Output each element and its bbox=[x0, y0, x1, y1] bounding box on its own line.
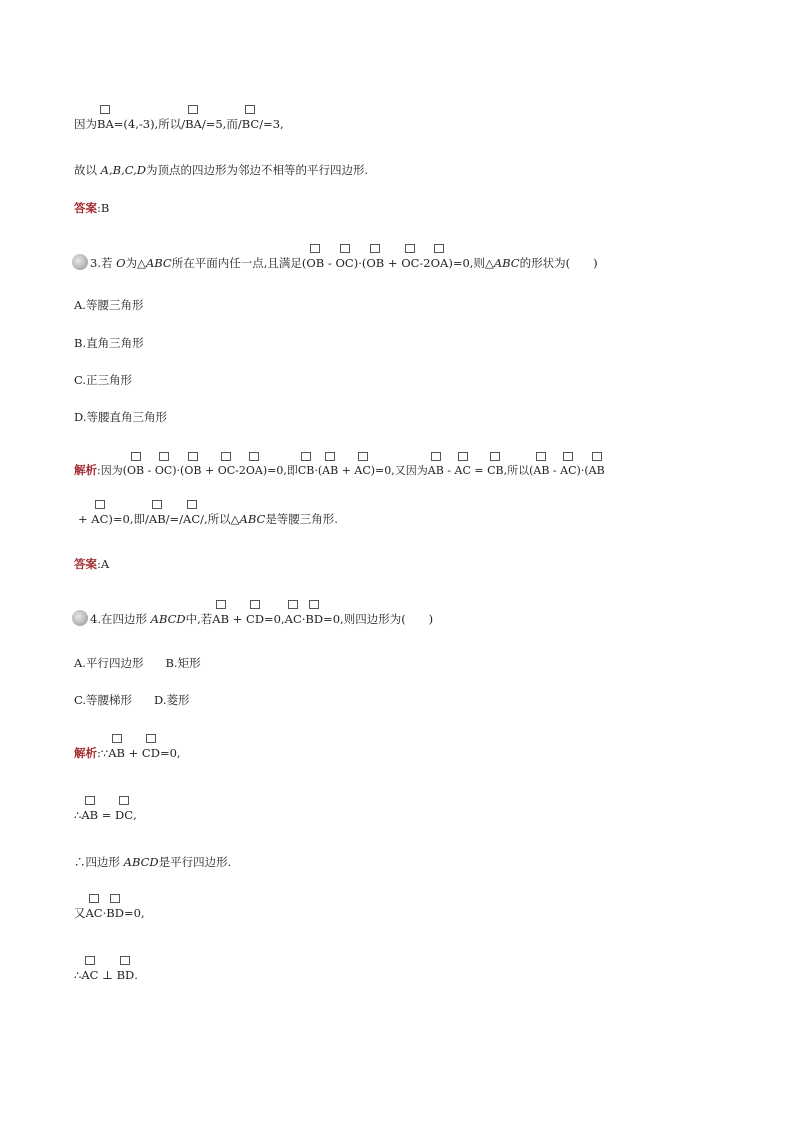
vector-text: AB bbox=[212, 612, 230, 626]
q4-options-row-1 bbox=[74, 656, 201, 670]
text-span: 又 bbox=[74, 906, 86, 920]
text-span: 为顶点的四边形为邻边不相等的平行四边形. bbox=[146, 163, 369, 177]
vector-text: OC bbox=[217, 464, 236, 477]
text-span: /=5,而/ bbox=[201, 117, 242, 131]
text-span: ABCD bbox=[123, 855, 159, 869]
vector-ob: OB bbox=[306, 256, 325, 270]
text-span: 的形状为( ) bbox=[519, 256, 598, 270]
question-marker-icon bbox=[72, 610, 88, 626]
text-span: /=3, bbox=[259, 117, 284, 131]
text-span: ⊥ bbox=[98, 968, 117, 982]
text-span: ABCD bbox=[150, 612, 186, 626]
vector-text: AB bbox=[322, 464, 339, 477]
text-span: 故以 bbox=[74, 163, 101, 177]
vector-oc: OC bbox=[335, 256, 354, 270]
text-span: /,所以△ bbox=[200, 512, 240, 526]
text-span: A,B,C,D bbox=[100, 163, 146, 177]
text-span: ∴ bbox=[74, 968, 82, 982]
text-span: =(4,-3),所以/ bbox=[113, 117, 186, 131]
vector-text: AB bbox=[108, 746, 125, 760]
vector-text: CD bbox=[246, 612, 265, 626]
text-span: . bbox=[134, 968, 138, 982]
text-span: - bbox=[549, 464, 561, 477]
text-span: - bbox=[324, 256, 336, 270]
answer-q2 bbox=[74, 201, 109, 215]
vector-text: BD bbox=[106, 906, 124, 920]
vector-text: AB bbox=[427, 464, 444, 477]
vector-text: OC bbox=[154, 464, 173, 477]
text-span: :因为( bbox=[97, 464, 127, 477]
vector-text: AC bbox=[454, 464, 471, 477]
vector-text: AB bbox=[81, 808, 99, 822]
solution-3-line-1 bbox=[74, 463, 605, 478]
q3-option-b: B.直角三角形 bbox=[74, 336, 144, 350]
text-span: · bbox=[301, 612, 306, 626]
solution-label: 解析 bbox=[74, 746, 97, 760]
text-span: + bbox=[78, 512, 92, 526]
text-span: + bbox=[338, 464, 355, 477]
text-span: :∵ bbox=[97, 746, 109, 760]
text-span: ·( bbox=[314, 464, 323, 477]
text-span: -2 bbox=[419, 256, 431, 270]
answer-label: 答案 bbox=[74, 557, 97, 571]
solution-3-line-2 bbox=[78, 512, 338, 526]
vector-bc-abs: BC bbox=[241, 117, 260, 131]
text-span: 3.若 bbox=[90, 256, 117, 270]
vector-oc-2: OC bbox=[401, 256, 420, 270]
vector-text: AB bbox=[148, 512, 166, 526]
vector-text: OA bbox=[245, 464, 263, 477]
text-span: + bbox=[201, 464, 218, 477]
text-span: ,所以( bbox=[503, 464, 534, 477]
text-span: = bbox=[470, 464, 488, 477]
vector-text: OB bbox=[127, 464, 145, 477]
vector-text: AB bbox=[588, 464, 605, 477]
text-span: )=0,又因为 bbox=[370, 464, 428, 477]
q3-option-d: D.等腰直角三角形 bbox=[74, 410, 167, 424]
text-span: ∴四边形 bbox=[74, 855, 124, 869]
text-span: - bbox=[144, 464, 155, 477]
vector-text: AC bbox=[560, 464, 577, 477]
text-span: + bbox=[124, 746, 142, 760]
q4-option-c: C.等腰梯形 bbox=[74, 693, 133, 707]
text-span: 中,若 bbox=[185, 612, 213, 626]
text-span: =0, bbox=[123, 906, 145, 920]
text-span: )=0,即/ bbox=[108, 512, 149, 526]
vector-text: OB bbox=[184, 464, 202, 477]
vector-text: AC bbox=[284, 612, 302, 626]
text-span: - bbox=[443, 464, 455, 477]
solution-4-line-4 bbox=[74, 906, 145, 920]
text-span: = bbox=[98, 808, 116, 822]
solution-4-line-2 bbox=[74, 808, 137, 822]
vector-text: BD bbox=[116, 968, 135, 982]
text-span: =0, bbox=[264, 612, 285, 626]
q3-option-c: C.正三角形 bbox=[74, 373, 133, 387]
vector-text: AC bbox=[85, 906, 103, 920]
q4-option-d: D.菱形 bbox=[154, 693, 190, 707]
vector-text: CB bbox=[487, 464, 504, 477]
question-marker-icon bbox=[72, 254, 88, 270]
vector-ob-2: OB bbox=[366, 256, 385, 270]
vector-text: CB bbox=[297, 464, 315, 477]
text-span: )·( bbox=[353, 256, 367, 270]
text-span: 为△ bbox=[125, 256, 146, 270]
prev-solution-line-2 bbox=[74, 163, 368, 177]
text-span: ∴ bbox=[74, 808, 82, 822]
vector-text: CD bbox=[141, 746, 160, 760]
text-span: 是平行四边形. bbox=[158, 855, 232, 869]
vector-text: AB bbox=[533, 464, 550, 477]
text-span: 因为 bbox=[74, 117, 97, 131]
question-4 bbox=[72, 610, 433, 626]
text-span: · bbox=[102, 906, 107, 920]
text-span: =0,则四边形为( ) bbox=[323, 612, 434, 626]
text-span: )=0,则△ bbox=[448, 256, 494, 270]
text-span: ABC bbox=[145, 256, 172, 270]
vector-ba: BA bbox=[97, 117, 114, 131]
solution-4-line-1 bbox=[74, 746, 181, 760]
q4-options-row-2 bbox=[74, 693, 190, 707]
text-span: -2 bbox=[235, 464, 246, 477]
answer-label: 答案 bbox=[74, 201, 97, 215]
vector-text: AC bbox=[354, 464, 371, 477]
q4-option-b: B.矩形 bbox=[165, 656, 201, 670]
text-span: , bbox=[133, 808, 137, 822]
solution-label: 解析 bbox=[74, 463, 97, 477]
solution-4-line-5 bbox=[74, 968, 138, 982]
vector-text: AC bbox=[91, 512, 109, 526]
solution-4-line-3 bbox=[74, 855, 231, 869]
vector-text: AC bbox=[81, 968, 99, 982]
text-span: 4.在四边形 bbox=[90, 612, 151, 626]
text-span: + bbox=[384, 256, 402, 270]
q4-option-a: A.平行四边形 bbox=[74, 656, 144, 670]
text-span: ABC bbox=[239, 512, 266, 526]
vector-text: DC bbox=[115, 808, 134, 822]
text-span: =0, bbox=[159, 746, 181, 760]
text-span: 是等腰三角形. bbox=[265, 512, 338, 526]
text-span: 所在平面内任一点,且满足( bbox=[171, 256, 307, 270]
vector-oa: OA bbox=[430, 256, 449, 270]
text-span: :A bbox=[97, 557, 110, 571]
text-span: )·( bbox=[576, 464, 589, 477]
text-span: ABC bbox=[493, 256, 520, 270]
q3-option-a: A.等腰三角形 bbox=[74, 298, 144, 312]
text-span: )·( bbox=[172, 464, 185, 477]
answer-q3 bbox=[74, 557, 109, 571]
text-span: )=0,即 bbox=[262, 464, 298, 477]
vector-text: AC bbox=[183, 512, 201, 526]
vector-ba-abs: BA bbox=[185, 117, 202, 131]
vector-text: BD bbox=[305, 612, 324, 626]
text-span: O bbox=[116, 256, 126, 270]
prev-solution-line-1 bbox=[74, 117, 284, 131]
question-3 bbox=[72, 254, 598, 270]
text-span: /=/ bbox=[165, 512, 184, 526]
text-span: + bbox=[229, 612, 247, 626]
text-span: :B bbox=[97, 201, 110, 215]
